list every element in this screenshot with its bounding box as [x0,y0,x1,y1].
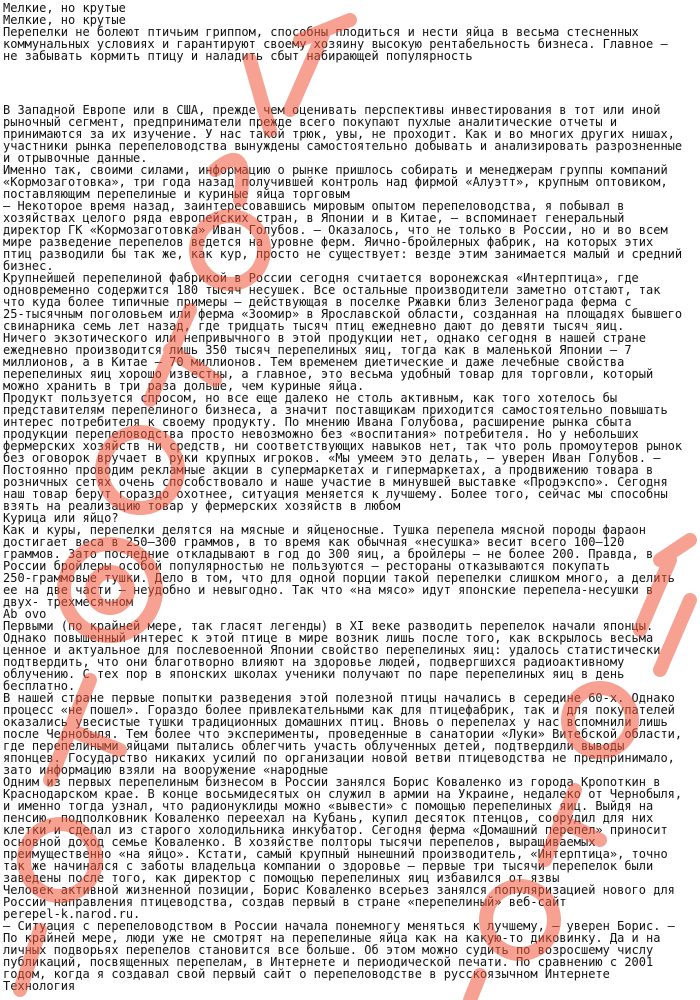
paragraph: — Некоторое время назад, заинтересовавшись мировым опытом перепеловодства, я побывал в хозяйствах целого ряда европейских стран, в Японии и в Китае, — вспоминает генеральный директор ГК «Кормозаготовка» Иван Голубов. — Оказалось, что не только в России, но и во всем мире разведение перепелов ведется на уровне ферм. Яично-бройлерных фабрик, на которых этих птиц разводили бы так же, как кур, просто не существует: везде этим занимается малый и средний бизнес. [3,199,683,273]
paragraph: Ничего экзотического или непривычного в этой продукции нет, однако сегодня в нашей стране ежедневно производится лишь 350 тысяч перепелиных яиц, тогда как в маленькой Японии — 7 миллионов, а в Китае — 70 миллионов. Тем временем диетические и даже лечебные свойства перепелиных яиц хорошо известны, а главное, это весьма удобный товар для торговли, который можно хранить в три раза дольше, чем куриные яйца. [3,331,654,393]
section-heading: Технология [3,979,76,993]
paragraph: В нашей стране первые попытки разведения этой полезной птицы начались в середине 60-х. Однако процесс «не пошел». Гораздо более привлекательными как для птицефабрик, так и для покупателей оказались увесистые тушки традиционных домашних птиц. Вновь о перепелах у нас вспомнили лишь после Чернобыля. Тем более что эксперименты, проведенные в санатории «Луки» Витебской области, где перепелиными яйцами пытались облегчить участь облученных детей, подтвердили выводы японцев. Государство никаких усилий по организации новой ветви птицеводства не предпринимало, зато информацию взяли на вооружение «народные [3,691,683,777]
article-title: Мелкие, но крутые [3,1,126,15]
paragraph: Одним из первых перепелиным бизнесом в России занялся Борис Коваленко из города Кропоткин в Краснодарском крае. В конце восьмидесятых он служил в армии на Украине, недалеко от Чернобыля, и именно тогда узнал, что радионуклиды можно «вывести» с помощью перепелиных яиц. Выйдя на пенсию, подполковник Коваленко переехал на Кубань, купил десяток птенцов, соорудил для них клетки и сделал из старого холодильника инкубатор. Сегодня ферма «Домашний перепел» приносит основной доход семье Коваленко. В хозяйстве полторы тысячи перепелов, выращиваемых преимущественно «на яйцо». Кстати, самый крупный нынешний производитель, «Интерптица», точно так же начинался с заботы владельца компании о здоровье — первые три тысячи перепелок были заведены после того, как директор с помощью перепелиных яиц избавился от язвы [3,775,683,885]
section-heading: Ab ovo [3,607,47,621]
article-body [3,104,697,992]
paragraph: Именно так, своими силами, информацию о рынке пришлось собирать и менеджерам группы компаний «Кормозаготовка», три года назад получившей контроль над фирмой «Алуэтт», крупным оптовиком, поставляющим перепелиные и куриные яйца торговым [3,163,668,201]
document-text [3,2,697,992]
paragraph: Первыми (по крайней мере, так гласят легенды) в XI веке разводить перепелок начали японцы. Однако повышенный интерес к этой птице в мире возник лишь после того, как вскрылось весьма ценное и актуальное для послевоенной Японии свойство перепелиных яиц: удалось статистически подтвердить, что они благотворно влияют на здоровье людей, подвергшихся радиоактивному облучению. С тех пор в японских школах ученики получают по паре перепелиных яиц в день бесплатно. [3,619,661,693]
article-lead: Перепелки не болеют птичьим гриппом, способны плодиться и нести яйца в весьма стесненных коммунальных условиях и гарантируют своему хозяину высокую рентабельность бизнеса. Главное — не забывать кормить птицу и наладить сбыт набирающей популярность [3,25,668,63]
section-heading: Курица или яйцо? [3,511,119,525]
paragraph: Продукт пользуется спросом, но все еще далеко не столь активным, как того хотелось бы представителям перепелиного бизнеса, а значит поставщикам приходится самостоятельно повышать интерес потребителя к своему продукту. По мнению Ивана Голубова, расширение рынка сбыта продукции перепеловодства просто невозможно без «воспитания» потребителя. Но у небольших фермерских хозяйств ни средств, ни соответствующих навыков нет, так что роль промоутеров рынок без оговорок вручает в руки крупных игроков. «Мы умеем это делать, — уверен Иван Голубов. — Постоянно проводим рекламные акции в супермаркетах и гипермаркетах, а продвижению товара в розничных сетях очень способствовало и наше участие в минувшей выставке «Продэкспо». Сегодня наш товар берут гораздо охотнее, ситуация меняется к лучшему. Более того, сейчас мы способны взять на реализацию товар у фермерских хозяйств в любом [3,391,683,513]
paragraph: Крупнейшей перепелиной фабрикой в России сегодня считается воронежская «Интерптица», где одновременно содержится 180 тысяч несушек. Все остальные производители заметно отстают, так что куда более типичные примеры — действующая в поселке Ржавки близ Зеленограда ферма с 25-тысячным поголовьем или ферма «Зоомир» в Ярославской области, созданная на площадях бывшего свинарника семь лет назад, где тридцать тысяч птиц ежедневно дают до девяти тысяч яиц. [3,271,683,333]
paragraph: Человек активной жизненной позиции, Борис Коваленко всерьез занялся популяризацией нового для России направления птицеводства, создав первый в стране «перепелиный» веб-сайт perepel-k.narod.ru. [3,883,675,921]
paragraph: В Западной Европе или в США, прежде чем оценивать перспективы инвестирования в тот или иной рыночный сегмент, предприниматели прежде всего покупают пухлые аналитические отчеты и принимаются за их изучение. У нас такой трюк, увы, не проходит. Как и во многих других нишах, участники рынка перепеловодства вынуждены самостоятельно добывать и анализировать разрозненные и отрывочные данные. [3,103,683,165]
paragraph: — Ситуация с перепеловодством в России начала понемногу меняться к лучшему, — уверен Борис. — По крайней мере, люди уже не смотрят на перепелиные яйца как на какую-то диковинку. Да и на личных подворьях перепелов становится все больше. Об этом можно судить по возросшему числу публикаций, посвященных перепелам, в Интернете и периодической печати. По сравнению с 2001 годом, когда я создавал свой первый сайт о перепеловодстве в русскоязычном Интернете [3,919,675,981]
article-title-repeat: Мелкие, но крутые [3,13,126,27]
paragraph: Как и куры, перепелки делятся на мясные и яйценосные. Тушка перепела мясной породы фараон достигает веса в 250–300 граммов, в то время как обычная «несушка» весит всего 100–120 граммов. Зато последние откладывают в год до 300 яиц, а бройлеры — не более 200. Правда, в России бройлеры особой популярностью не пользуются — рестораны отказываются покупать 250-граммовые тушки. Дело в том, что для одной порции такой перепелки слишком много, а делить ее на две части — неудобно и невыгодно. Так что «на мясо» идут японские перепела-несушки в двух- трехмесячном [3,523,675,609]
article-header [3,2,697,62]
